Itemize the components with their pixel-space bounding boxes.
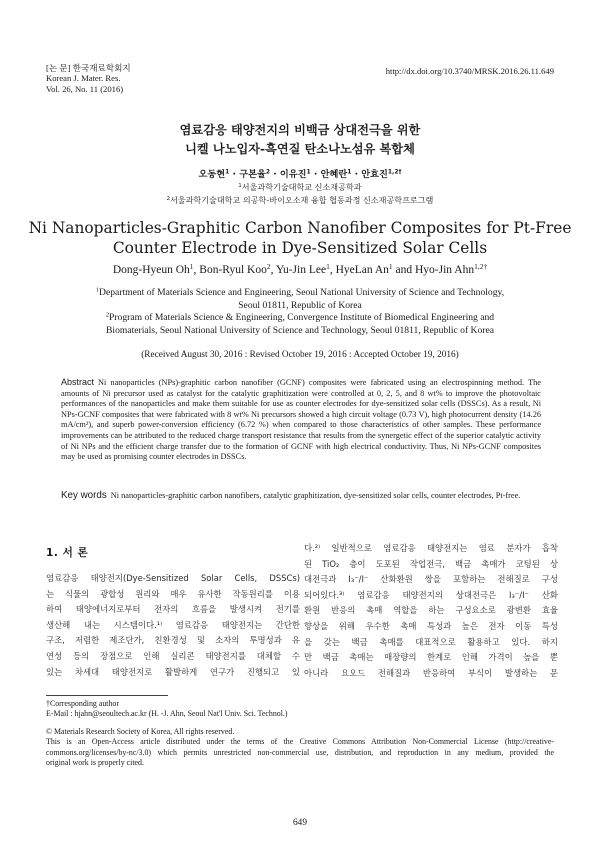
english-title-line: Ni Nanoparticles-Graphitic Carbon Nanofiber Composites for Pt-Free	[28, 219, 572, 237]
keywords	[61, 490, 541, 501]
korean-author-name: 오동현	[198, 169, 226, 180]
journal-header-line: Korean J. Mater. Res.	[46, 73, 121, 84]
author-affiliation-mark: 1	[306, 168, 311, 176]
body-text-line: 대전극과 I₃⁻/I⁻ 산화환원 쌍을 포함하는 전해질로 구성	[304, 574, 558, 585]
author-affiliation-mark: 1	[189, 261, 194, 271]
korean-author-name: 이유진	[279, 169, 307, 180]
license-line: commons.org/licenses/by-nc/3.0) which permits unrestricted non-commercial use, distribution, and reproduction in any medium, provided the	[46, 747, 554, 757]
english-author-name: HyeLan An	[335, 264, 389, 276]
korean-title-line: 염료감응 태양전지의 비백금 상대전극을 위한	[179, 123, 421, 137]
author-affiliation-mark: 1	[326, 261, 330, 271]
author-affiliation-mark: 1,2†	[387, 168, 402, 176]
body-text-line: 하여 태양에너지로부터 전자의 흐름을 발생시켜 전기를	[46, 604, 300, 615]
author-affiliation-mark: 2	[266, 261, 271, 271]
abstract	[61, 377, 541, 463]
korean-affiliation: $^1$서울과학기술대학교 신소재공학과	[238, 182, 362, 192]
license-line: This is an Open-Access article distributed under the terms of the Creative Commons Attribution Non-Commercial License (http://creative-	[46, 737, 554, 747]
korean-author-name: 안혜란	[320, 169, 348, 180]
body-text-line: 구조, 저렴한 제조단가, 친환경성 및 소자의 투명성과 유	[46, 635, 300, 646]
english-author-name: Hyo-Jin Ahn	[415, 264, 475, 276]
body-text-line: 염료감응 태양전지(Dye-Sensitized Solar Cells, DSSCs)	[46, 573, 300, 583]
keywords-label: Key words	[61, 490, 107, 501]
author-affiliation-mark: 1	[347, 168, 352, 176]
english-author-name: Yu-Jin Lee	[275, 264, 327, 276]
journal-header-line: [논 문] 한국재료학회지	[46, 63, 131, 73]
body-text-line: 아니라 요오드 전해질과 반응하여 부식이 발생하는 문	[304, 667, 558, 678]
corresponding-author-note: †Corresponding author	[46, 699, 119, 708]
body-text-line: 된 TiO₂ 층이 도포된 작업전극, 백금 촉매가 코팅된 상	[304, 558, 558, 569]
english-affiliation: $^1$Department of Materials Science and Engineering, Seoul National University of Science and Technology,	[95, 286, 505, 298]
english-author-list: Dong-Hyeun Oh$^1$, Bon-Ryul Koo$^2$, Yu-Jin Lee$^1$, HyeLan An$^1$ and Hyo-Jin Ahn$^{1,2\dagger}$	[112, 261, 488, 276]
body-text-line: 환원 반응의 촉매 역할을 하는 구성요소로 광변환 효율	[304, 605, 558, 616]
left-text-column	[46, 571, 300, 680]
license-block	[46, 727, 554, 769]
journal-header-line: Vol. 26, No. 11 (2016)	[46, 83, 124, 94]
author-affiliation-mark: 1	[225, 168, 230, 176]
english-affiliation: Seoul 01811, Republic of Korea	[238, 300, 362, 311]
copyright-line: © Materials Research Society of Korea, All rights reserved.	[46, 727, 235, 736]
english-affiliation: Biomaterials, Seoul National University of Science and Technology, Seoul 01811, Republic of Korea	[106, 325, 494, 336]
footnote-block	[46, 699, 554, 720]
doi-link[interactable]: http://dx.doi.org/10.3740/MRSK.2016.26.11.649	[385, 66, 554, 76]
english-title-line: Counter Electrode in Dye-Sensitized Solar Cells	[112, 239, 488, 257]
author-affiliation-mark: 1,2†	[474, 261, 488, 271]
english-affiliation: $^2$Program of Materials Science & Engineering, Convergence Institute of Biomedical Engineering and	[105, 311, 495, 323]
body-text-line: 연성 등의 장점으로 인해 실리콘 태양전지를 대체할 수	[46, 650, 300, 661]
footnote-divider	[46, 695, 168, 696]
received-dates: (Received August 30, 2016 : Revised October 19, 2016 : Accepted October 19, 2016)	[141, 350, 459, 360]
english-author-name: Dong-Hyeun Oh	[112, 264, 190, 276]
korean-author-name: 안효진	[361, 169, 388, 180]
body-text-line: 만 백금 촉매는 매장량의 한계로 인해 가격이 높을 뿐	[304, 652, 558, 663]
body-text-line: 을 갖는 백금 촉매를 대표적으로 활용하고 있다. 하지	[304, 636, 558, 647]
author-affiliation-mark: 1	[388, 261, 393, 271]
body-text-line: 되어있다.³⁾ 염료감응 태양전지의 상대전극은 I₃⁻/I⁻ 산화	[304, 589, 558, 600]
body-text-line: 생산해 내는 시스템이다.¹⁾ 염료감응 태양전지는 간단한	[46, 619, 300, 630]
abstract-label: Abstract	[61, 377, 95, 387]
body-text-line: 다.²⁾ 일반적으로 염료감응 태양전지는 염료 분자가 흡착	[304, 543, 558, 553]
license-line: original work is properly cited.	[46, 758, 144, 768]
section-title-introduction: 1. 서 론	[46, 547, 89, 559]
corresponding-email[interactable]: E-Mail : hjahn@seoultech.ac.kr (H. -J. Ahn, Seoul Nat'l Univ. Sci. Technol.)	[46, 709, 288, 719]
body-text-line: 향상을 위해 우수한 촉매 특성과 높은 전자 이동 특성	[304, 620, 558, 631]
body-text-line: 있는 차세대 태양전지로 활발하게 연구가 진행되고 있	[46, 666, 300, 677]
keywords-text: Ni nanoparticles-graphitic carbon nanofibers, catalytic graphitization, dye-sensitized solar cells, counter electrodes, Pt-free.	[110, 491, 521, 500]
korean-affiliation: $^2$서울과학기술대학교 의공학-바이오소재 융합 협동과정 신소재공학프로그램	[166, 195, 434, 205]
page-number: 649	[293, 818, 307, 828]
right-text-column	[304, 541, 558, 681]
korean-author-list: 오동현$^1$ · 구본율$^2$ · 이유진$^1$ · 안혜란$^1$ · 안효진$^{1,2\dagger}$	[198, 168, 402, 180]
author-affiliation-mark: 2	[265, 168, 270, 176]
korean-title-line: 니켈 나노입자-흑연질 탄소나노섬유 복합체	[185, 142, 415, 156]
english-author-name: Bon-Ryul Koo	[199, 264, 267, 276]
journal-header-block	[46, 63, 131, 94]
body-text-line: 는 식물의 광합성 원리와 매우 유사한 작동원리를 이용	[46, 588, 300, 599]
abstract-text: Ni nanoparticles (NPs)-graphitic carbon nanofiber (GCNF) composites were fabricated using an electrospinning method. The amounts of Ni precursor used as catalyst for the catalytic graphitization were controlled at 0, 2, 5, and 8 wt% to improve the photovoltaic performances of the nanoparticles and make them suitable for use as counter electrodes for dye-sensitized solar cells (DSSCs). As a result, Ni NPs-GCNF composites that were fabricated with 8 wt% Ni precursors showed a high circuit voltage (0.73 V), high photocurrent density (14.26 mA/cm²), and superb power-conversion efficiency (6.72 %) when compared to those characteristics of other samples. These performance improvements can be attributed to the reduced charge transport resistance that results from the synergetic effect of the superior catalytic activity of Ni NPs and the efficient charge transfer due to the formation of GCNF with high electrical conductivity. Thus, Ni NPs-GCNF composites may be used as promising counter electrodes in DSSCs.	[61, 378, 541, 462]
korean-author-name: 구본율	[239, 169, 266, 180]
